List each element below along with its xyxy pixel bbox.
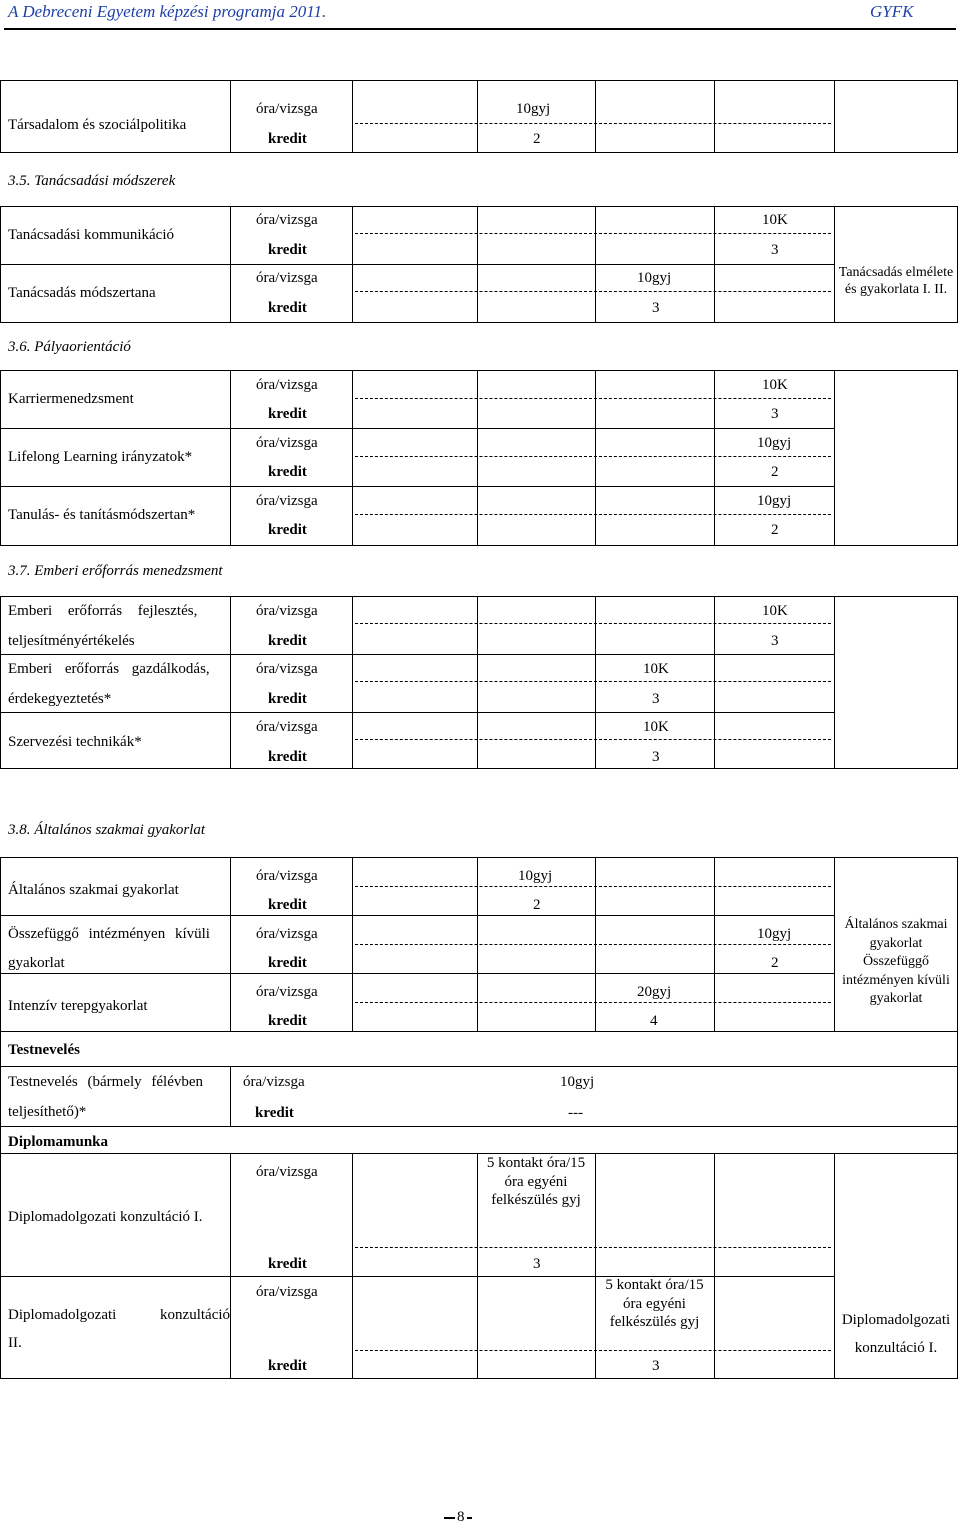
ov-value: 10gyj [637, 270, 672, 286]
dashed-divider [355, 681, 831, 682]
table-border [0, 370, 1, 545]
course-name: Általános szakmai gyakorlat [8, 882, 179, 898]
course-name-line1: Összefüggő intézményen kívüli [8, 926, 210, 942]
table-border [477, 206, 478, 322]
kredit-label: kredit [268, 1358, 307, 1374]
dashed-divider [355, 623, 831, 624]
kredit-label: kredit [268, 1013, 307, 1029]
dashed-divider [355, 1350, 831, 1351]
course-name: Tanulás- és tanításmódszertan* [8, 507, 196, 523]
table-border [0, 1378, 958, 1379]
table-border [230, 80, 231, 152]
table-border [714, 1153, 715, 1378]
table-border [230, 596, 231, 768]
kredit-value: 3 [652, 1358, 660, 1374]
ov-value: 10gyj [560, 1074, 595, 1090]
table-border [352, 370, 353, 545]
ov-label: óra/vizsga [256, 984, 318, 1000]
table-border [0, 1031, 958, 1032]
kredit-label: kredit [255, 1105, 294, 1121]
kredit-label: kredit [268, 406, 307, 422]
ov-label: óra/vizsga [256, 603, 318, 619]
table-border [0, 915, 834, 916]
table-border [957, 596, 958, 768]
table-border [352, 206, 353, 322]
dashed-divider [355, 398, 831, 399]
table-border [595, 596, 596, 768]
table-border [230, 857, 231, 1031]
kredit-label: kredit [268, 955, 307, 971]
header-rule [4, 28, 956, 30]
kredit-value: 2 [533, 131, 541, 147]
ov-label: óra/vizsga [243, 1074, 305, 1090]
table-border [834, 596, 835, 768]
kredit-value: 2 [771, 955, 779, 971]
course-name-line1: Emberi erőforrás gazdálkodás, [8, 661, 210, 677]
kredit-label: kredit [268, 1256, 307, 1272]
course-name: Szervezési technikák* [8, 734, 142, 750]
course-name: Karriermenedzsment [8, 391, 134, 407]
kredit-label: kredit [268, 242, 307, 258]
table-border [0, 768, 958, 769]
page-number: 8 [457, 1509, 465, 1525]
section-title: Testnevelés [8, 1042, 80, 1058]
ov-label: óra/vizsga [256, 1284, 318, 1300]
table-border [0, 1153, 958, 1154]
ov-label: óra/vizsga [256, 435, 318, 451]
table-border [352, 80, 353, 152]
table-border [834, 370, 835, 545]
table-border [957, 370, 958, 545]
ov-value: 10gyj [757, 435, 792, 451]
course-name: Társadalom és szociálpolitika [8, 117, 187, 133]
course-name-line1: Testnevelés (bármely félévben [8, 1074, 204, 1090]
table-border [834, 1153, 835, 1378]
table-border [0, 322, 958, 323]
dashed-divider [355, 944, 831, 945]
table-border [714, 596, 715, 768]
dashed-divider [355, 123, 831, 124]
kredit-label: kredit [268, 300, 307, 316]
table-border [230, 1153, 231, 1378]
section-title: 3.7. Emberi erőforrás menedzsment [8, 563, 223, 579]
dashed-divider [355, 514, 831, 515]
course-name: Tanácsadás módszertana [8, 285, 156, 301]
table-border [0, 80, 1, 152]
table-border [0, 486, 834, 487]
course-name-line2: teljesíthető)* [8, 1104, 87, 1120]
section-title: 3.5. Tanácsadási módszerek [8, 173, 176, 189]
table-border [0, 1126, 958, 1127]
table-border [0, 596, 1, 768]
table-border [714, 206, 715, 322]
kredit-value: 2 [771, 464, 779, 480]
ov-label: óra/vizsga [256, 719, 318, 735]
table-border [834, 857, 835, 1031]
dashed-divider [355, 456, 831, 457]
ov-value: 20gyj [637, 984, 672, 1000]
table-border [230, 206, 231, 322]
kredit-value: 3 [771, 242, 779, 258]
table-border [0, 857, 958, 858]
ov-value: 10K [643, 719, 669, 735]
table-border [477, 80, 478, 152]
ov-value: 10gyj [757, 493, 792, 509]
ov-label: óra/vizsga [256, 270, 318, 286]
table-border [595, 80, 596, 152]
table-border [0, 428, 834, 429]
table-border [352, 857, 353, 1031]
section-title: 3.6. Pályaorientáció [8, 339, 131, 355]
course-name-line2: teljesítményértékelés [8, 633, 135, 649]
table-border [477, 596, 478, 768]
ov-value: 10K [643, 661, 669, 677]
table-border [0, 152, 958, 153]
table-border [595, 1153, 596, 1378]
table-border [0, 973, 834, 974]
ov-value: 5 kontakt óra/15 óra egyéni felkészülés gyj [486, 1155, 586, 1208]
table-border [0, 206, 958, 207]
table-border [0, 370, 958, 371]
course-name: Tanácsadási kommunikáció [8, 227, 174, 243]
kredit-value: 3 [652, 749, 660, 765]
table-border [714, 80, 715, 152]
table-border [0, 596, 958, 597]
table-border [0, 1066, 958, 1067]
kredit-value: 3 [533, 1256, 541, 1272]
dashed-divider [355, 1247, 831, 1248]
ov-value: 10gyj [516, 101, 551, 117]
ov-value: 10gyj [518, 868, 553, 884]
table-border [957, 206, 958, 322]
header-title: A Debreceni Egyetem képzési programja 2011. [8, 2, 327, 21]
kredit-label: kredit [268, 131, 307, 147]
course-name-line2: gyakorlat [8, 955, 65, 971]
ov-value: 10K [762, 212, 788, 228]
kredit-label: kredit [268, 522, 307, 538]
prerequisite: Általános szakmai gyakorlat Összefüggő intézményen kívüli gyakorlat [842, 917, 950, 1006]
kredit-value: 4 [650, 1013, 658, 1029]
table-border [834, 206, 835, 322]
dashed-divider [355, 739, 831, 740]
ov-label: óra/vizsga [256, 1164, 318, 1180]
kredit-value: 2 [533, 897, 541, 913]
table-border [352, 596, 353, 768]
ov-label: óra/vizsga [256, 101, 318, 117]
kredit-value: 3 [652, 691, 660, 707]
table-border [595, 370, 596, 545]
course-name: Diplomadolgozati konzultáció I. [8, 1209, 203, 1225]
ov-label: óra/vizsga [256, 377, 318, 393]
table-border [0, 80, 958, 81]
table-border [0, 712, 834, 713]
course-name-line2: II. [8, 1335, 22, 1351]
course-name: Lifelong Learning irányzatok* [8, 449, 193, 465]
kredit-label: kredit [268, 749, 307, 765]
kredit-value: 3 [771, 633, 779, 649]
table-border [0, 264, 834, 265]
kredit-value: 2 [771, 522, 779, 538]
ov-label: óra/vizsga [256, 868, 318, 884]
table-border [957, 857, 958, 1378]
prerequisite: Tanácsadás elmélete és gyakorlata I. II. [838, 265, 954, 297]
table-border [477, 370, 478, 545]
kredit-label: kredit [268, 897, 307, 913]
course-name-line1 [8, 1306, 231, 1324]
course-name-line1 [8, 602, 220, 620]
course-name-part: Emberi erőforrás fejlesztés, [8, 603, 198, 619]
ov-label: óra/vizsga [256, 493, 318, 509]
dashed-divider [355, 886, 831, 887]
section-title: 3.8. Általános szakmai gyakorlat [8, 822, 206, 838]
kredit-label: kredit [268, 464, 307, 480]
course-name: Intenzív terepgyakorlat [8, 998, 148, 1014]
table-border [0, 206, 1, 322]
dashed-divider [355, 1002, 831, 1003]
course-name-line2: érdekegyeztetés* [8, 691, 112, 707]
ov-label: óra/vizsga [256, 212, 318, 228]
ov-value: 5 kontakt óra/15 óra egyéni felkészülés gyj [605, 1277, 704, 1330]
table-border [834, 80, 835, 152]
table-border [0, 654, 834, 655]
kredit-label: kredit [268, 633, 307, 649]
table-border [352, 1153, 353, 1378]
ov-label: óra/vizsga [256, 926, 318, 942]
table-border [595, 206, 596, 322]
table-border [0, 857, 1, 1378]
prerequisite: Diplomadolgozati konzultáció I. [841, 1312, 951, 1356]
section-title: Diplomamunka [8, 1134, 109, 1150]
course-name-part: Diplomadolgozati konzultáció [8, 1307, 231, 1323]
kredit-value: --- [568, 1105, 583, 1121]
dashed-divider [355, 291, 831, 292]
table-border [230, 1066, 231, 1126]
kredit-label: kredit [268, 691, 307, 707]
table-border [714, 370, 715, 545]
header-right: GYFK [870, 2, 914, 21]
ov-label: óra/vizsga [256, 661, 318, 677]
table-border [0, 545, 958, 546]
ov-value: 10K [762, 603, 788, 619]
ov-value: 10K [762, 377, 788, 393]
table-border [957, 80, 958, 152]
ov-value: 10gyj [757, 926, 792, 942]
dashed-divider [355, 233, 831, 234]
kredit-value: 3 [771, 406, 779, 422]
table-border [477, 1153, 478, 1378]
table-border [230, 370, 231, 545]
kredit-value: 3 [652, 300, 660, 316]
